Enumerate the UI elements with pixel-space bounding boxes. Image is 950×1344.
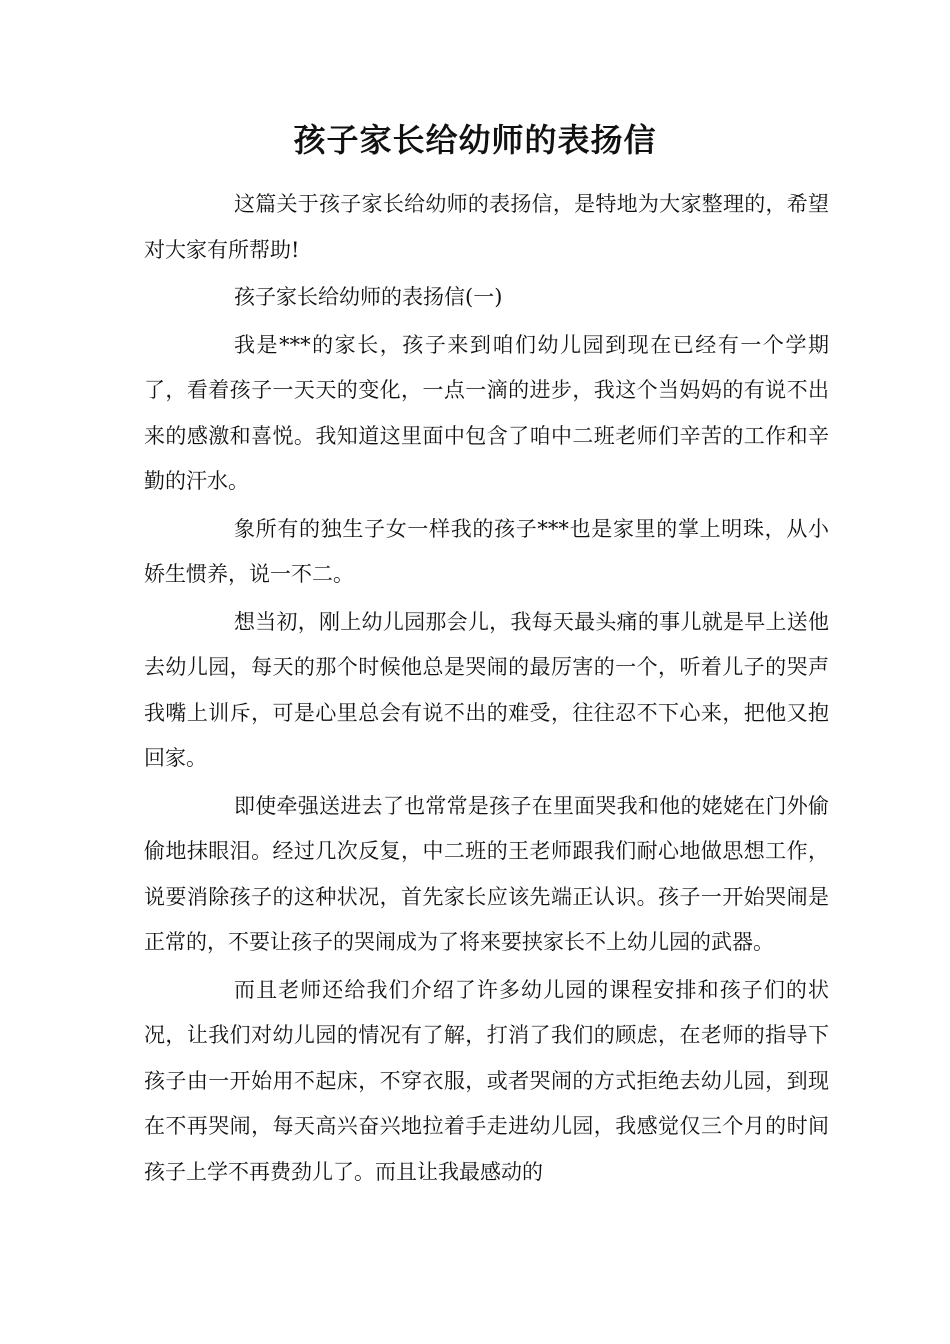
paragraph-3: 想当初，刚上幼儿园那会儿，我每天最头痛的事儿就是早上送他去幼儿园，每天的那个时候他总是哭闹的最厉害的一个，听着儿子的哭声我嘴上训斥，可是心里总会有说不出的难受，往往忍不下心来，把他又抱回家。: [144, 609, 829, 770]
paragraph-5: 而且老师还给我们介绍了许多幼儿园的课程安排和孩子们的状况，让我们对幼儿园的情况有了解，打消了我们的顾虑，在老师的指导下孩子由一开始用不起床，不穿衣服，或者哭闹的方式拒绝去幼儿园，到现在不再哭闹，每天高兴奋兴地拉着手走进幼儿园，我感觉仅三个月的时间孩子上学不再费劲儿了。而且让我最感动的: [144, 977, 829, 1184]
paragraph-4: 即使牵强送进去了也常常是孩子在里面哭我和他的姥姥在门外偷偷地抹眼泪。经过几次反复，中二班的王老师跟我们耐心地做思想工作，说要消除孩子的这种状况，首先家长应该先端正认识。孩子一开始哭闹是正常的，不要让孩子的哭闹成为了将来要挟家长不上幼儿园的武器。: [144, 793, 829, 954]
document-body: [144, 182, 829, 1197]
paragraph-intro: 这篇关于孩子家长给幼师的表扬信，是特地为大家整理的，希望对大家有所帮助!: [144, 192, 829, 262]
paragraph-2: 象所有的独生子女一样我的孩子***也是家里的掌上明珠，从小娇生惯养，说一不二。: [144, 516, 829, 586]
paragraph-subheading: 孩子家长给幼师的表扬信(一): [234, 285, 503, 309]
document-title: 孩子家长给幼师的表扬信: [293, 121, 657, 159]
paragraph-1: 我是***的家长，孩子来到咱们幼儿园到现在已经有一个学期了，看着孩子一天天的变化，一点一滴的进步，我这个当妈妈的有说不出来的感激和喜悦。我知道这里面中包含了咱中二班老师们辛苦的工作和辛勤的汗水。: [144, 332, 829, 493]
